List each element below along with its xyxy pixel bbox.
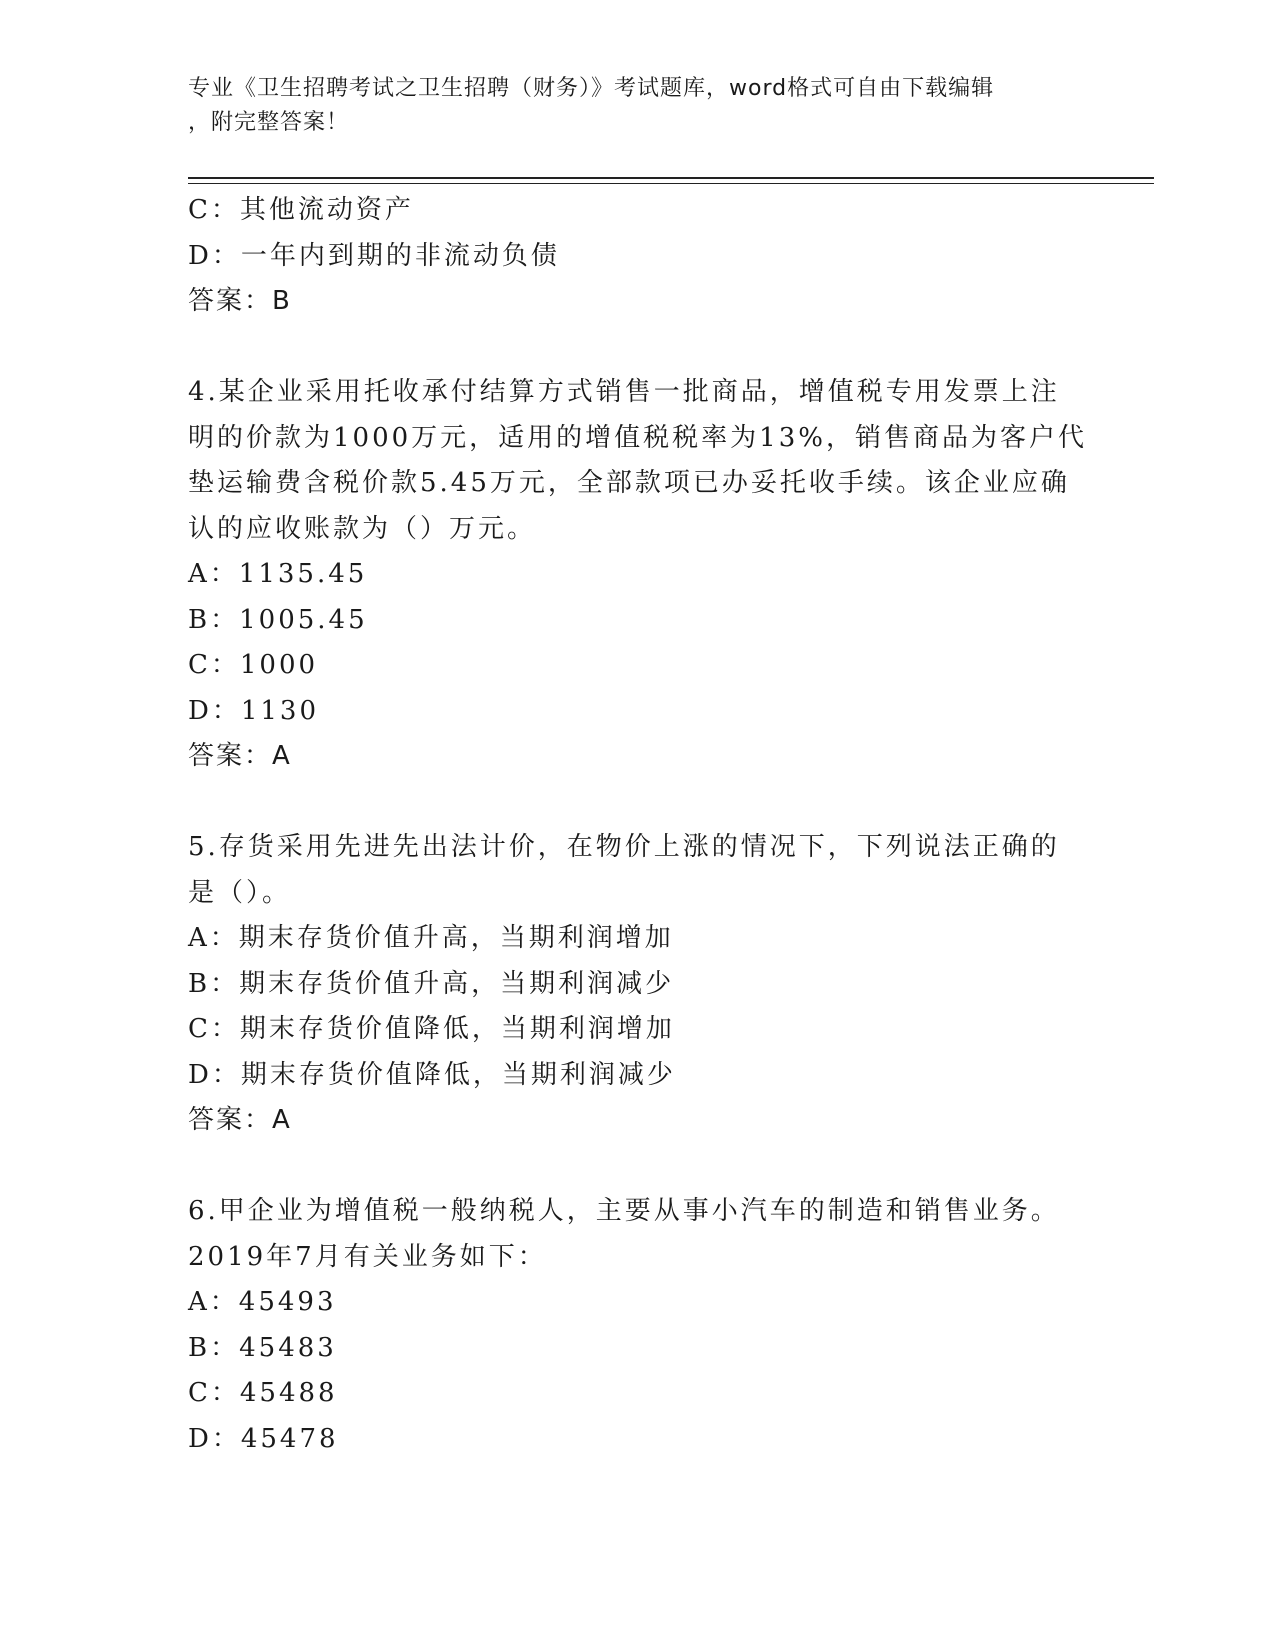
header-line-1: 专业《卫生招聘考试之卫生招聘（财务）》考试题库，word格式可自由下载编辑 — [188, 76, 995, 101]
question-text-line: 6.甲企业为增值税一般纳税人，主要从事小汽车的制造和销售业务。 — [188, 1196, 1060, 1226]
option-d: D：期末存货价值降低，当期利润减少 — [188, 1059, 676, 1090]
header-divider-thick — [188, 177, 1154, 179]
header-divider-thin — [188, 183, 1154, 184]
answer-line: 答案：A — [188, 1105, 292, 1135]
question-5 — [188, 825, 1088, 1144]
option-c: C：1000 — [188, 650, 319, 680]
option-a: A：1135.45 — [188, 559, 368, 589]
header-line-2: ，附完整答案！ — [188, 110, 350, 135]
answer-line: 答案：B — [188, 286, 292, 316]
option-d: D：1130 — [188, 695, 320, 726]
option-c: C：45488 — [188, 1378, 338, 1408]
answer-line: 答案：A — [188, 741, 292, 771]
option-d: D：一年内到期的非流动负债 — [188, 240, 560, 271]
option-a: A：期末存货价值升高，当期利润增加 — [188, 923, 674, 953]
question-text-line: 是（）。 — [188, 877, 292, 908]
option-b: B：1005.45 — [188, 604, 368, 635]
question-6 — [188, 1189, 1088, 1462]
option-b: B：期末存货价值升高，当期利润减少 — [188, 968, 675, 999]
question-text-line: 2019年7月有关业务如下： — [188, 1241, 547, 1272]
question-content — [188, 188, 1088, 1462]
question-text-line: 5.存货采用先进先出法计价，在物价上涨的情况下，下列说法正确的 — [188, 832, 1060, 862]
option-d: D：45478 — [188, 1423, 339, 1454]
document-header — [188, 72, 1068, 140]
option-c: C：期末存货价值降低，当期利润增加 — [188, 1014, 675, 1044]
question-text-line: 垫运输费含税价款5.45万元，全部款项已办妥托收手续。该企业应确 — [188, 468, 1070, 498]
option-a: A：45493 — [188, 1287, 337, 1317]
option-c: C：其他流动资产 — [188, 195, 414, 225]
question-text-line: 4.某企业采用托收承付结算方式销售一批商品，增值税专用发票上注 — [188, 377, 1060, 407]
question-4 — [188, 370, 1088, 780]
question-text-line: 认的应收账款为（）万元。 — [188, 513, 537, 544]
option-b: B：45483 — [188, 1332, 337, 1363]
question-3 — [188, 188, 1088, 325]
question-text-line: 明的价款为1000万元，适用的增值税税率为13%，销售商品为客户代 — [188, 422, 1087, 453]
